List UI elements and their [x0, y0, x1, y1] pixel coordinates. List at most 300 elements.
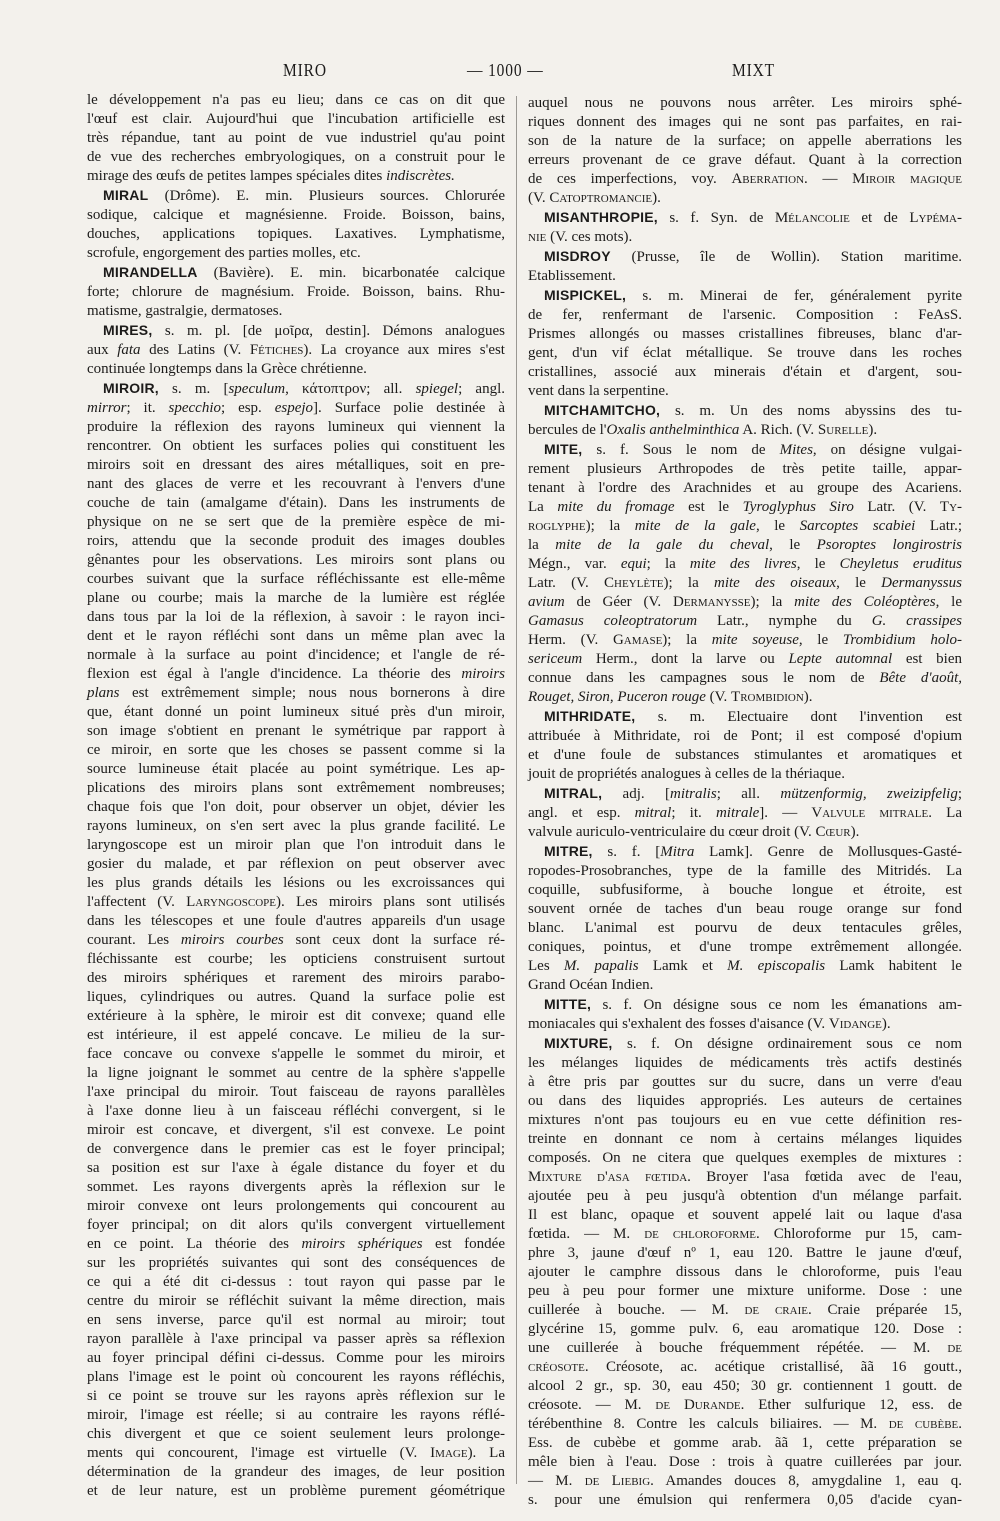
small-caps-text: Aberration [731, 171, 805, 187]
text-line [87, 1406, 505, 1425]
text-line [528, 1339, 962, 1358]
text-run: ; esp. [221, 400, 275, 416]
text-run: de vue des recherches embryologiques, on a construit pour le [87, 149, 505, 165]
text-line [528, 325, 962, 344]
small-caps-text: Valvule mitrale [811, 805, 929, 821]
text-line [528, 113, 962, 132]
text-run: ). [881, 1016, 891, 1032]
headword: MISDROY [544, 248, 611, 264]
text-run: si ce point se trouve sur les rayons après réflexion sur le [87, 1388, 505, 1404]
text-line [528, 440, 962, 460]
text-run: Il est blanc, opaque et souvent appelé lait ou laque d'asa [528, 1207, 962, 1223]
text-run: normale à la surface au point d'incidence; et l'angle de ré- [87, 647, 505, 663]
text-run: miroir convexe ont leurs prolongements qui concourent au [87, 1198, 505, 1214]
italic-text: indiscrètes. [386, 168, 455, 184]
italic-text: Psoroptes longirostris [816, 537, 962, 553]
text-run: Lamk et [638, 958, 728, 974]
text-run: mirage des œufs de petites lampes spéciales dites [87, 168, 387, 184]
small-caps-text: de craie [744, 1302, 808, 1318]
headword: MITHRIDATE, [544, 708, 636, 724]
small-caps-text: Mélancolie [774, 210, 850, 226]
text-line [528, 1073, 962, 1092]
text-run: centre du miroir se réfléchit suivant la même direction, mais [87, 1293, 505, 1309]
text-line [528, 727, 962, 746]
italic-text: mite des oiseaux [714, 575, 837, 591]
text-line [528, 401, 962, 421]
text-line [528, 650, 962, 669]
text-run: miroirs soit en dressant des aires métalliques, soit en pre- [87, 457, 505, 473]
text-line [528, 1168, 962, 1187]
text-run: attribuée à Mithridate, roi de Pont; il est composé d'opium [528, 728, 962, 744]
text-run: riques donnent des images qui ne sont pas parfaites, en rai- [528, 114, 962, 130]
text-run: s. f. Syn. de [657, 210, 775, 226]
text-run: sa position est sur l'axe à égale distance du foyer et du [87, 1160, 505, 1176]
text-run: des Latins (V. [140, 342, 250, 358]
text-line [87, 283, 505, 302]
text-line [87, 722, 505, 741]
text-run: angl. et esp. [528, 805, 635, 821]
text-run: matisme, gastralgie, dermatoses. [87, 303, 283, 319]
small-caps-text: Laryngoscope [186, 894, 276, 910]
text-run: rayon parallèle à l'axe principal va passer après sa réflexion [87, 1331, 505, 1347]
text-line [528, 1034, 962, 1054]
text-line [87, 608, 505, 627]
text-run: couche de tain (amalgame d'étain). Dans les instruments de [87, 495, 505, 511]
text-line [87, 263, 505, 283]
small-caps-text: Vidange [828, 1016, 882, 1032]
headword: MIRANDELLA [103, 264, 198, 280]
text-run: des miroirs sphériques et rarement des miroirs parabo- [87, 970, 505, 986]
italic-text: M. papalis [563, 958, 639, 974]
text-line [528, 1301, 962, 1320]
text-line [87, 684, 505, 703]
italic-text: mitrale [715, 805, 760, 821]
text-run: courant. Les [87, 932, 181, 948]
text-run: gênantes pour les observations. Les miroirs sont plans ou [87, 552, 505, 568]
text-run: le développement n'a pas eu lieu; dans ce cas on dit que [87, 92, 505, 108]
small-caps-text: de cubèbe [888, 1416, 959, 1432]
text-run: fléchissante est courbe; les opticiens construisent surtout [87, 951, 505, 967]
small-caps-text: de Liebig [584, 1473, 651, 1489]
italic-text: Cheyletus eruditus [839, 556, 963, 572]
text-run: valvule auriculo-ventriculaire du cœur droit (V. [528, 824, 816, 840]
text-line [87, 950, 505, 969]
italic-text: specchio [168, 400, 221, 416]
text-run: à être pris par gouttes sur du sucre, dans un verre d'eau [528, 1074, 962, 1090]
text-line [87, 1216, 505, 1235]
headword: MITRE, [544, 843, 593, 859]
text-line [528, 1415, 962, 1434]
text-line [528, 498, 962, 517]
text-line [528, 1206, 962, 1225]
small-caps-text: Fétiches [249, 342, 304, 358]
text-line [87, 589, 505, 608]
text-run: l'affectent (V. [87, 894, 187, 910]
text-line [528, 208, 962, 228]
text-run: Latr. (V. [528, 575, 605, 591]
text-line [528, 1244, 962, 1263]
text-line [87, 1064, 505, 1083]
italic-text: mitral [634, 805, 672, 821]
text-run: — M. [528, 1473, 585, 1489]
text-run: de Géer (V. [564, 594, 673, 610]
text-run: s. pour une émulsion qui renfermera 0,05 d'acide cyan- [528, 1492, 962, 1508]
text-line [87, 418, 505, 437]
text-run: de ces imperfections, voy. [528, 171, 732, 187]
text-run: sodique, calcique et magnésienne. Froide. Boisson, bains, [87, 207, 505, 223]
text-line [528, 247, 962, 267]
italic-text: mite de la gale du cheval [555, 537, 770, 553]
text-run: bercules de l' [528, 422, 607, 438]
headword: MISPICKEL, [544, 287, 627, 303]
headword: MIROIR, [103, 380, 159, 396]
text-line [528, 900, 962, 919]
text-run: , le [935, 594, 962, 610]
small-caps-text: Cheylète [604, 575, 664, 591]
text-run: ]. Surface polie destinée à [313, 400, 505, 416]
text-run: scrofule, engorgement des parties molles, etc. [87, 245, 361, 261]
text-line [528, 881, 962, 900]
text-run: détermination de la grandeur des images, de leur position [87, 1464, 505, 1480]
text-run: (V. [528, 190, 550, 206]
headword: MIRAL [103, 187, 149, 203]
small-caps-text: Mixture d'asa fœtida [528, 1169, 688, 1185]
text-line [528, 479, 962, 498]
text-run: est bien [892, 651, 962, 667]
text-run: très répandue, tant au point de vue industriel qu'au point [87, 130, 505, 146]
text-line [528, 1149, 962, 1168]
text-line [528, 669, 962, 688]
text-run: composés. On ne citera que quelques exemples de mixtures : [528, 1150, 962, 1166]
text-line [87, 912, 505, 931]
text-line [87, 779, 505, 798]
text-run: ce miroir, en sorte que les choses se passent comme si la [87, 742, 505, 758]
italic-text: mirror [87, 400, 127, 416]
text-line [87, 855, 505, 874]
headword: MITRAL, [544, 785, 603, 801]
text-run: , le [755, 518, 800, 534]
text-run: . La [928, 805, 962, 821]
text-run: miroir, l'image est réelle; si au contraire les rayons réflé- [87, 1407, 505, 1423]
text-line [87, 456, 505, 475]
text-run: sont ceux dont la surface ré- [283, 932, 506, 948]
text-run: et d'une foule de substances stimulantes et aromatiques et [528, 747, 962, 763]
text-line [528, 151, 962, 170]
small-caps-text: Lypéma- [909, 210, 962, 226]
text-line [87, 551, 505, 570]
text-line [528, 1225, 962, 1244]
text-run: . Broyer l'asa fœtida avec de l'eau, [687, 1169, 963, 1185]
text-run: flexion est égal à l'angle d'incidence. La théorie des [87, 666, 462, 682]
text-line [528, 363, 962, 382]
text-line [528, 612, 962, 631]
text-run: s. m. Electuaire dont l'invention est [635, 709, 962, 725]
text-line [528, 707, 962, 727]
italic-text: equi [620, 556, 647, 572]
text-run: ). [868, 422, 878, 438]
text-line [87, 148, 505, 167]
text-run: ). La croyance aux mires s'est [303, 342, 505, 358]
text-line [87, 1349, 505, 1368]
text-line [528, 1015, 962, 1034]
running-head-left: MIRO [283, 60, 327, 80]
text-run: alcool 2 gr., sp. 30, eau 450; 30 gr. contiennent 1 goutt. de [528, 1378, 962, 1394]
text-run: blanc. L'animal est pourvu de deux tentacules grêles, [528, 920, 962, 936]
text-line [528, 1187, 962, 1206]
text-run: rement plusieurs Arthropodes de très petite taille, appar- [528, 461, 962, 477]
text-run: phre 3, jaune d'œuf nº 1, eau 120. Battre le jaune d'œuf, [528, 1245, 962, 1261]
text-line [528, 688, 962, 707]
text-run: aux [87, 342, 118, 358]
italic-text: mützenformig, zweizipfelig [780, 786, 958, 802]
text-run: , le [836, 575, 882, 591]
text-line [528, 170, 962, 189]
text-run: l'axe principal du miroir. Tout faisceau de rayons parallèles [87, 1084, 505, 1100]
text-run: courbes suivant que la surface réfléchissante est elle-même [87, 571, 505, 587]
text-line [528, 765, 962, 784]
text-run: source lumineuse était placée au point symétrique. Les ap- [87, 761, 505, 777]
text-run: jouit de propriétés analogues à celles de la thériaque. [528, 766, 845, 782]
text-run: la ligne joignant le sommet au centre de la sphère s'appelle [87, 1065, 505, 1081]
text-line [87, 1425, 505, 1444]
text-run: s. m. [ [158, 381, 229, 397]
text-line [87, 1254, 505, 1273]
text-run: chaque fois que l'on doit, pour observer un objet, dévier les [87, 799, 505, 815]
text-line [87, 836, 505, 855]
text-line [87, 360, 505, 379]
text-run: coniques, pointus, et d'une trompe extrêmement allongée. [528, 939, 962, 955]
text-line [87, 1197, 505, 1216]
text-run: de fer, renfermant de l'arsenic. Composition : FeAsS. [528, 307, 962, 323]
text-line [87, 1330, 505, 1349]
text-line [528, 1111, 962, 1130]
text-line [528, 1491, 962, 1510]
italic-text: Dermanyssus [881, 575, 962, 591]
text-run: rayons lumineux, on s'en sert avec la plus grande facilité. Le [87, 818, 505, 834]
text-line [87, 1045, 505, 1064]
text-run: ; [957, 786, 962, 802]
text-run: Lamk]. Genre de Mollusques-Gasté- [694, 844, 963, 860]
text-run: vent dans la serpentine. [528, 383, 669, 399]
text-line [528, 784, 962, 804]
text-line [528, 995, 962, 1015]
text-line [87, 1463, 505, 1482]
text-line [528, 189, 962, 208]
small-caps-text: Cœur [815, 824, 851, 840]
text-run: ; angl. [458, 381, 506, 397]
text-line [87, 129, 505, 148]
text-line [528, 1358, 962, 1377]
text-run: ; it. [126, 400, 169, 416]
text-run: moniacales qui s'exhalent des fosses d'aisance (V. [528, 1016, 829, 1032]
italic-text: spiegel [415, 381, 459, 397]
text-run: ). [803, 689, 813, 705]
text-run: (Bavière). E. min. bicarbonatée calcique [197, 265, 505, 281]
text-run: tenant à l'ordre des Arachnides et au groupe des Acariens. [528, 480, 962, 496]
text-run: . Amandes douces 8, amygdaline 1, eau q. [650, 1473, 962, 1489]
text-run: mixtures n'ont pas toujours eu en vue cette définition res- [528, 1112, 962, 1128]
italic-text: Bête d'août, [879, 670, 962, 686]
text-run: son image s'obtient en prenant le symétrique par rapport à [87, 723, 505, 739]
page-number: — 1000 — [467, 60, 544, 80]
text-run: . Créosote, ac. acétique cristallisé, ãã 16 goutt., [584, 1359, 962, 1375]
text-line [87, 760, 505, 779]
text-run: ajouter le camphre dissous dans le chloroforme, puis l'eau [528, 1264, 962, 1280]
text-run: , on désigne vulgai- [812, 442, 962, 458]
text-run: Les [528, 958, 564, 974]
small-caps-text: créosote [528, 1359, 585, 1375]
text-line [528, 1453, 962, 1472]
text-line [87, 1121, 505, 1140]
italic-text: miroirs courbes [180, 932, 284, 948]
small-caps-text: Trombidion [731, 689, 804, 705]
text-run: ); la [662, 632, 712, 648]
text-run: les plus grands détails les lésions ou les excroissances qui [87, 875, 505, 891]
text-line [87, 988, 505, 1007]
italic-text: Trombidium holo- [842, 632, 962, 648]
text-line [528, 1434, 962, 1453]
italic-text: plans [87, 685, 120, 701]
italic-text: Sarcoptes scabiei [799, 518, 916, 534]
text-run: foyer principal; on dit alors qu'ils convergent virtuellement [87, 1217, 505, 1233]
text-run: au foyer principal défini ci-dessus. Comme pour les miroirs [87, 1350, 505, 1366]
column-divider [516, 96, 517, 1484]
text-run: auquel nous ne pouvons nous arrêter. Les miroirs sphé- [528, 95, 962, 111]
text-run: . [958, 1416, 962, 1432]
small-caps-text: Ty- [939, 499, 963, 515]
text-line [528, 382, 962, 401]
text-line [87, 1159, 505, 1178]
text-run: Ess. de cubèbe et gomme arab. ãã 1, cette préparation se [528, 1435, 962, 1451]
text-run: s. f. Sous le nom de [582, 442, 780, 458]
text-line [87, 302, 505, 321]
text-run: de convergence dans le premier cas est le foyer principal; [87, 1141, 505, 1157]
text-line [87, 321, 505, 341]
text-run: sommet. Les rayons divergents après la réflexion sur le [87, 1179, 505, 1195]
italic-text: mite soyeuse [711, 632, 799, 648]
text-line [528, 286, 962, 306]
text-line [87, 186, 505, 206]
italic-text: mite de la gale [634, 518, 756, 534]
text-run: continuée longtemps dans la Grèce chrétienne. [87, 361, 367, 377]
text-run: Herm. (V. [528, 632, 613, 648]
italic-text: mitralis [670, 786, 717, 802]
text-line [528, 132, 962, 151]
text-line [528, 574, 962, 593]
text-line [528, 1282, 962, 1301]
small-caps-text: Dermanysse [672, 594, 751, 610]
text-run: ); la [663, 575, 714, 591]
text-run: sur les propriétés suivantes qui sont des conséquences de [87, 1255, 505, 1271]
text-run: plane ou courbe; mais la marche de la lumière est réglée [87, 590, 505, 606]
text-line [87, 1083, 505, 1102]
text-run: et de [849, 210, 910, 226]
text-run: s. m. Un des noms abyssins des tu- [660, 403, 962, 419]
text-run: ); la [585, 518, 635, 534]
text-run: ments qui concourent, l'image est virtuelle (V. [87, 1445, 431, 1461]
text-run: gosier du malade, et par réflexion on peut observer avec [87, 856, 505, 872]
headword: MIXTURE, [544, 1035, 613, 1051]
text-run: son de la nature de la surface; on appelle aberrations les [528, 133, 962, 149]
text-line [87, 646, 505, 665]
text-run: dent et le rayon réfléchi sont dans un même plan avec la [87, 628, 505, 644]
text-run: dans les télescopes et une foule d'autres appareils d'un usage [87, 913, 505, 929]
text-run: et de leur nature, est un problème purement géométrique [87, 1483, 505, 1499]
text-run: adj. [ [602, 786, 670, 802]
text-run: ). [850, 824, 860, 840]
text-run: est fondée [422, 1236, 505, 1252]
text-line [87, 570, 505, 589]
text-line [528, 804, 962, 823]
text-line [528, 862, 962, 881]
right-column [528, 94, 962, 1510]
italic-text: sericeum [528, 651, 583, 667]
text-line [528, 842, 962, 862]
text-run: ; it. [671, 805, 716, 821]
running-head-right: MIXT [732, 60, 775, 80]
text-line [528, 1130, 962, 1149]
text-line [528, 460, 962, 479]
text-run: Latr. (V. [853, 499, 940, 515]
text-line [87, 1311, 505, 1330]
text-run: ). La [467, 1445, 505, 1461]
text-line [87, 225, 505, 244]
text-line [87, 1007, 505, 1026]
text-run: ajoutée peu à peu jusqu'à obtention d'un mélange parfait. [528, 1188, 962, 1204]
text-line [528, 555, 962, 574]
text-line [87, 1235, 505, 1254]
small-caps-text: Catoptromancie [549, 190, 653, 206]
text-run: ropodes-Prosobranches, type de la famille des Mitridés. La [528, 863, 962, 879]
text-line [87, 969, 505, 988]
text-run: miroir est concave, et divergent, s'il est convexe. Le point [87, 1122, 505, 1138]
text-line [87, 379, 505, 399]
text-line [87, 341, 505, 360]
text-line [528, 306, 962, 325]
text-run: Prismes allongés ou masses cristallines fibreuses, blanc d'ar- [528, 326, 962, 342]
text-line [87, 1387, 505, 1406]
italic-text: Gamasus coleoptratorum [528, 613, 698, 629]
headword: MISANTHROPIE, [544, 209, 658, 225]
text-line [87, 703, 505, 722]
text-run: douches, applications topiques. Laxatives. Lymphatisme, [87, 226, 505, 242]
italic-text: Rouget, Siron, Puceron rouge [528, 689, 706, 705]
text-run: la [528, 537, 556, 553]
headword: MIRES, [103, 322, 153, 338]
text-run: les mélanges liquides de médicaments très actifs destinés [528, 1055, 962, 1071]
text-run: extérieure à la sphère, le miroir est dit convexe; quand elle [87, 1008, 505, 1024]
text-line [528, 228, 962, 247]
text-line [528, 94, 962, 113]
text-run: (Drôme). E. min. Plusieurs sources. Chlorurée [148, 188, 505, 204]
text-line [87, 798, 505, 817]
text-line [87, 494, 505, 513]
text-line [87, 741, 505, 760]
small-caps-text: de Durande [655, 1397, 741, 1413]
text-line [87, 1140, 505, 1159]
text-run: (V. [705, 689, 732, 705]
text-run: , le [798, 632, 843, 648]
text-line [528, 344, 962, 363]
small-caps-text: roglyphe [528, 518, 586, 534]
text-run: en sens inverse, parce qu'il est normal au miroir; tout [87, 1312, 505, 1328]
text-run: s. f. On désigne ordinairement sous ce nom [612, 1036, 962, 1052]
headword: MITTE, [544, 996, 592, 1012]
text-line [87, 513, 505, 532]
text-run: est le [674, 499, 743, 515]
text-run: roirs, attendu que la seconde produit des images doubles [87, 533, 505, 549]
text-run: . Craie préparée 15, [807, 1302, 962, 1318]
